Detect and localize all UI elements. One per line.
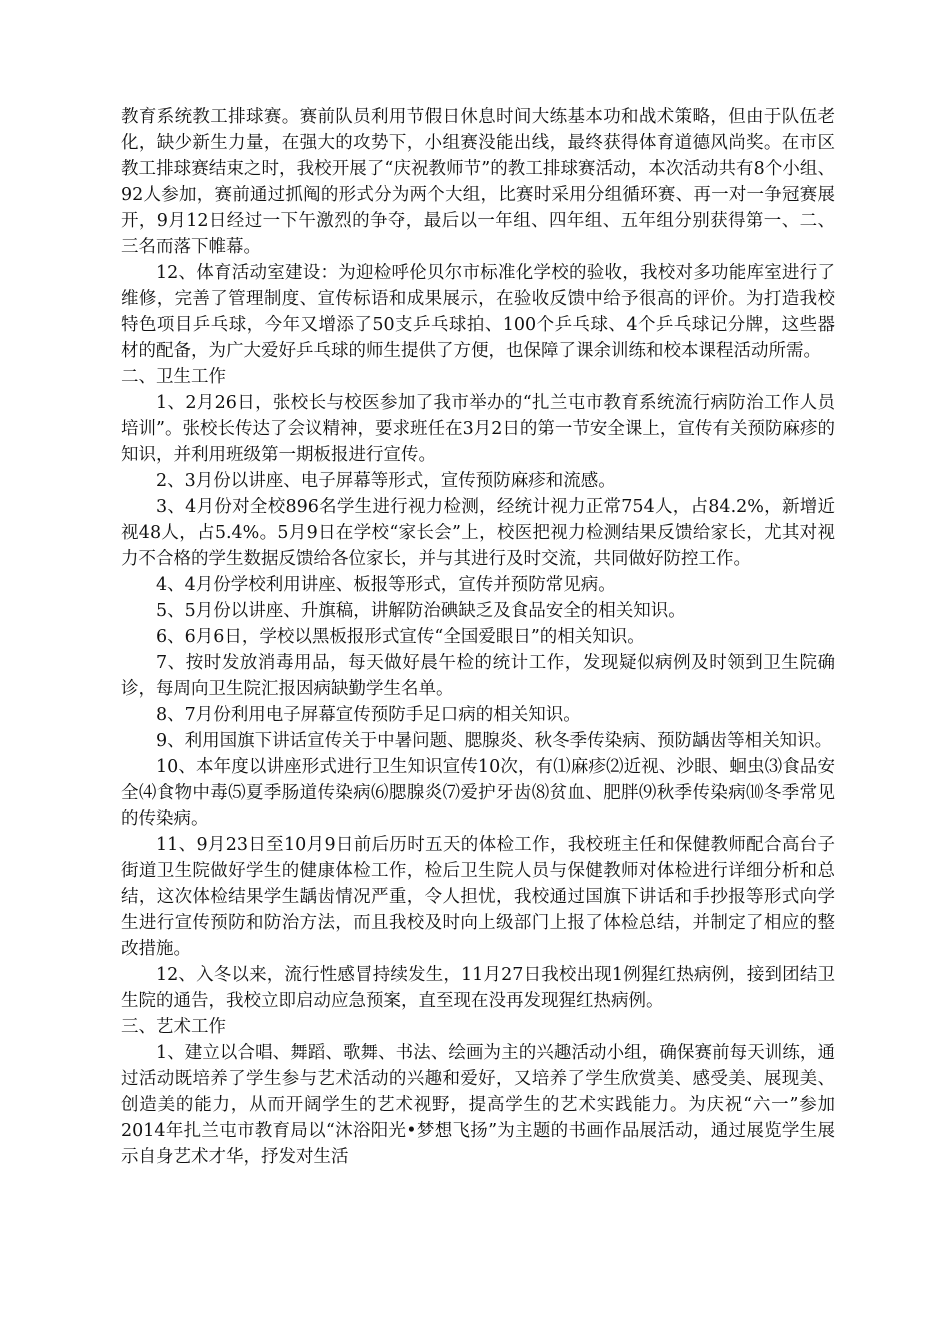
paragraph-health-6: 6、6月6日，学校以黑板报形式宣传“全国爱眼日”的相关知识。 — [156, 627, 645, 647]
section-heading-art: 三、艺术工作 — [121, 1017, 226, 1037]
paragraph-health-2: 2、3月份以讲座、电子屏幕等形式，宣传预防麻疹和流感。 — [156, 471, 616, 491]
paragraph-health-9: 9、利用国旗下讲话宣传关于中暑问题、腮腺炎、秋冬季传染病、预防龋齿等相关知识。 — [156, 731, 833, 751]
section-heading-health: 二、卫生工作 — [121, 367, 226, 387]
paragraph-health-11: 11、9月23日至10月9日前后历时五天的体检工作，我校班主任和保健教师配合高台子街道卫生院做好学生的健康体检工作，检后卫生院人员与保健教师对体检进行详细分析和总结，这次体检结果学生龋齿情况严重，令人担忧，我校通过国旗下讲话和手抄报等形式向学生进行宣传预防和防治方法，而且我校及时向上级部门上报了体检总结，并制定了相应的整改措施。 — [121, 835, 835, 959]
paragraph-health-4: 4、4月份学校利用讲座、板报等形式，宣传并预防常见病。 — [156, 575, 616, 595]
paragraph-volleyball-continued: 教育系统教工排球赛。赛前队员利用节假日休息时间大练基本功和战术策略，但由于队伍老化，缺少新生力量，在强大的攻势下，小组赛没能出线，最终获得体育道德风尚奖。在市区教工排球赛结束之时，我校开展了“庆祝教师节”的教工排球赛活动，本次活动共有8个小组、92人参加，赛前通过抓阄的形式分为两个大组，比赛时采用分组循环赛、再一对一争冠赛展开，9月12日经过一下午激烈的争夺，最后以一年组、四年组、五年组分别获得第一、二、三名而落下帷幕。 — [121, 107, 835, 257]
paragraph-health-5: 5、5月份以讲座、升旗稿，讲解防治碘缺乏及食品安全的相关知识。 — [156, 601, 686, 621]
paragraph-health-3: 3、4月份对全校896名学生进行视力检测，经统计视力正常754人，占84.2%，新增近视48人，占5.4%。5月9日在学校“家长会”上，校医把视力检测结果反馈给家长，尤其对视力不合格的学生数据反馈给各位家长，并与其进行及时交流，共同做好防控工作。 — [121, 497, 835, 569]
paragraph-sports-room: 12、体育活动室建设：为迎检呼伦贝尔市标准化学校的验收，我校对多功能库室进行了维修，完善了管理制度、宣传标语和成果展示，在验收反馈中给予很高的评价。为打造我校特色项目乒乓球，今年又增添了50支乒乓球拍、100个乒乓球、4个乒乓球记分牌，这些器材的配备，为广大爱好乒乓球的师生提供了方便，也保障了课余训练和校本课程活动所需。 — [121, 263, 835, 361]
paragraph-health-10: 10、本年度以讲座形式进行卫生知识宣传10次，有⑴麻疹⑵近视、沙眼、蛔虫⑶食品安全⑷食物中毒⑸夏季肠道传染病⑹腮腺炎⑺爱护牙齿⑻贫血、肥胖⑼秋季传染病⑽冬季常见的传染病。 — [121, 757, 835, 829]
document-body — [121, 104, 835, 1170]
paragraph-health-12: 12、入冬以来，流行性感冒持续发生，11月27日我校出现1例猩红热病例，接到团结卫生院的通告，我校立即启动应急预案，直至现在没再发现猩红热病例。 — [121, 965, 835, 1011]
paragraph-health-8: 8、7月份利用电子屏幕宣传预防手足口病的相关知识。 — [156, 705, 581, 725]
paragraph-health-7: 7、按时发放消毒用品，每天做好晨午检的统计工作，发现疑似病例及时领到卫生院确诊，每周向卫生院汇报因病缺勤学生名单。 — [121, 653, 835, 699]
paragraph-art-1: 1、建立以合唱、舞蹈、歌舞、书法、绘画为主的兴趣活动小组，确保赛前每天训练，通过活动既培养了学生参与艺术活动的兴趣和爱好，又培养了学生欣赏美、感受美、展现美、创造美的能力，从而开阔学生的艺术视野，提高学生的艺术实践能力。为庆祝“六一”参加2014年扎兰屯市教育局以“沐浴阳光•梦想飞扬”为主题的书画作品展活动，通过展览学生展示自身艺术才华，抒发对生活 — [121, 1043, 835, 1167]
paragraph-health-1: 1、2月26日，张校长与校医参加了我市举办的“扎兰屯市教育系统流行病防治工作人员培训”。张校长传达了会议精神，要求班任在3月2日的第一节安全课上，宣传有关预防麻疹的知识，并利用班级第一期板报进行宣传。 — [121, 393, 835, 465]
